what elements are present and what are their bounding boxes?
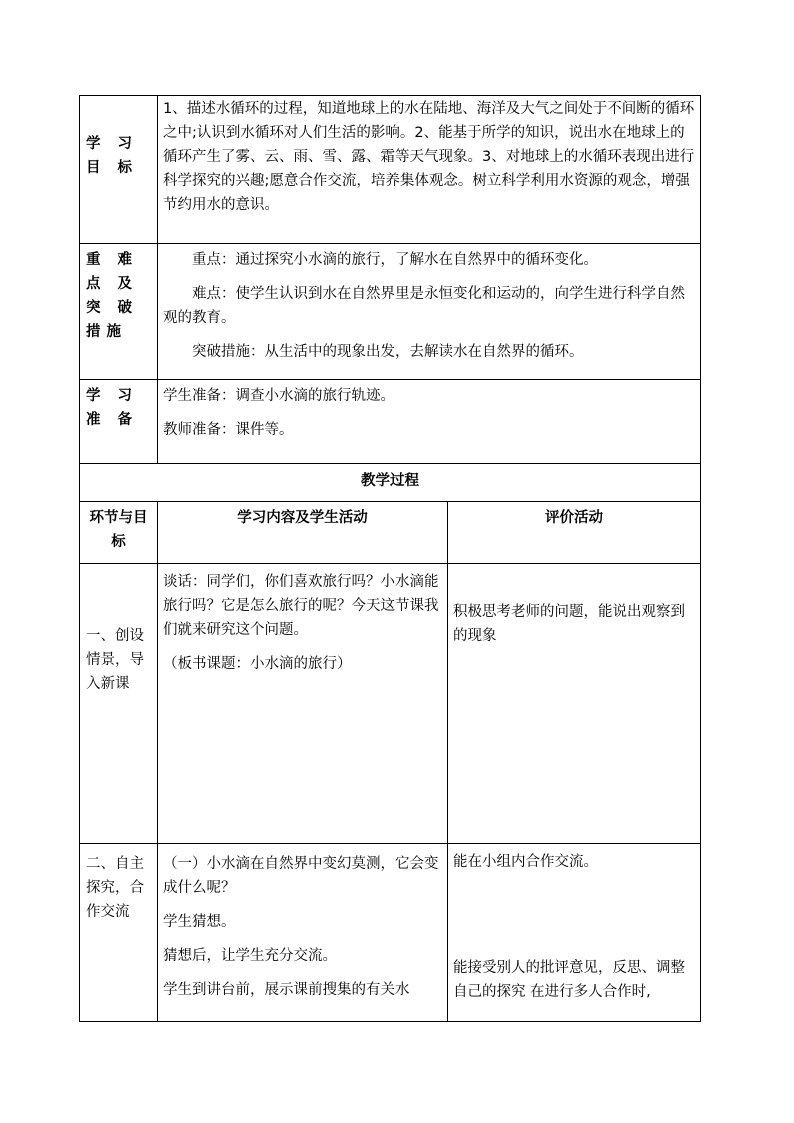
goals-text: 1、描述水循环的过程，知道地球上的水在陆地、海洋及大气之间处于不间断的循环之中;认识到水循环对人们生活的影响。2、能基于所学的知识，说出水在地球上的循环产生了雾、云、雨、雪、露、霜等天气现象。3、对地球上的水循环表现出进行科学探究的兴趣;愿意合作交流，培养集体观念。树立科学利用水资源的观念，增强节约用水的意识。 [158, 96, 701, 244]
stage-label: 一、创设情景，导入新课 [80, 564, 158, 844]
key-points-row [80, 244, 701, 380]
measures-text: 突破措施：从生活中的现象出发，去解读水在自然界的循环。 [192, 344, 584, 360]
difficulty-text: 难点：使学生认识到水在自然界里是永恒变化和运动的，向学生进行科学自然观的教育。 [163, 286, 685, 326]
process-header-row [80, 502, 701, 564]
evaluation-paragraph: 能接受别人的批评意见，反思、调整自己的探究 在进行多人合作时, [453, 960, 685, 1000]
process-title-row [80, 464, 701, 502]
evaluation-paragraph: 能在小组内合作交流。 [453, 854, 598, 870]
stage-label: 二、自主探究，合作交流 [80, 844, 158, 1022]
content-paragraph: 学生猜想。 [163, 914, 236, 930]
goals-label: 学 习 目 标 [80, 96, 158, 244]
student-preparation: 学生准备：调查小水滴的旅行轨迹。 [163, 388, 395, 404]
lesson-plan-page [79, 95, 700, 1022]
content-paragraph: 猜想后，让学生充分交流。 [163, 948, 337, 964]
preparation-row [80, 380, 701, 464]
content-paragraph: 谈话：同学们，你们喜欢旅行吗？小水滴能旅行吗？它是怎么旅行的呢？今天这节课我们就来研究这个问题。 [163, 574, 439, 638]
key-points-cell [158, 244, 701, 380]
preparation-cell [158, 380, 701, 464]
focus-text: 重点：通过探究小水滴的旅行，了解水在自然界中的循环变化。 [192, 252, 598, 268]
evaluation-paragraph: 积极思考老师的问题，能说出观察到的现象 [453, 604, 685, 644]
stage-content [158, 844, 448, 1022]
teacher-preparation: 教师准备：课件等。 [163, 422, 294, 438]
stage-evaluation [448, 844, 701, 1022]
stage-row [80, 564, 701, 844]
stage-content [158, 564, 448, 844]
header-content: 学习内容及学生活动 [158, 502, 448, 564]
content-paragraph: （板书课题：小水滴的旅行） [163, 656, 352, 672]
content-paragraph: （一）小水滴在自然界中变幻莫测，它会变成什么呢？ [163, 856, 439, 896]
lesson-plan-table [79, 95, 701, 1022]
key-points-label: 重 难 点 及 突 破 措施 [80, 244, 158, 380]
stage-row [80, 844, 701, 1022]
goals-row [80, 96, 701, 244]
stage-evaluation [448, 564, 701, 844]
preparation-label: 学 习 准 备 [80, 380, 158, 464]
process-title: 教学过程 [80, 464, 701, 502]
content-paragraph: 学生到讲台前，展示课前搜集的有关水 [163, 982, 410, 998]
header-stage: 环节与目标 [80, 502, 158, 564]
header-evaluation: 评价活动 [448, 502, 701, 564]
